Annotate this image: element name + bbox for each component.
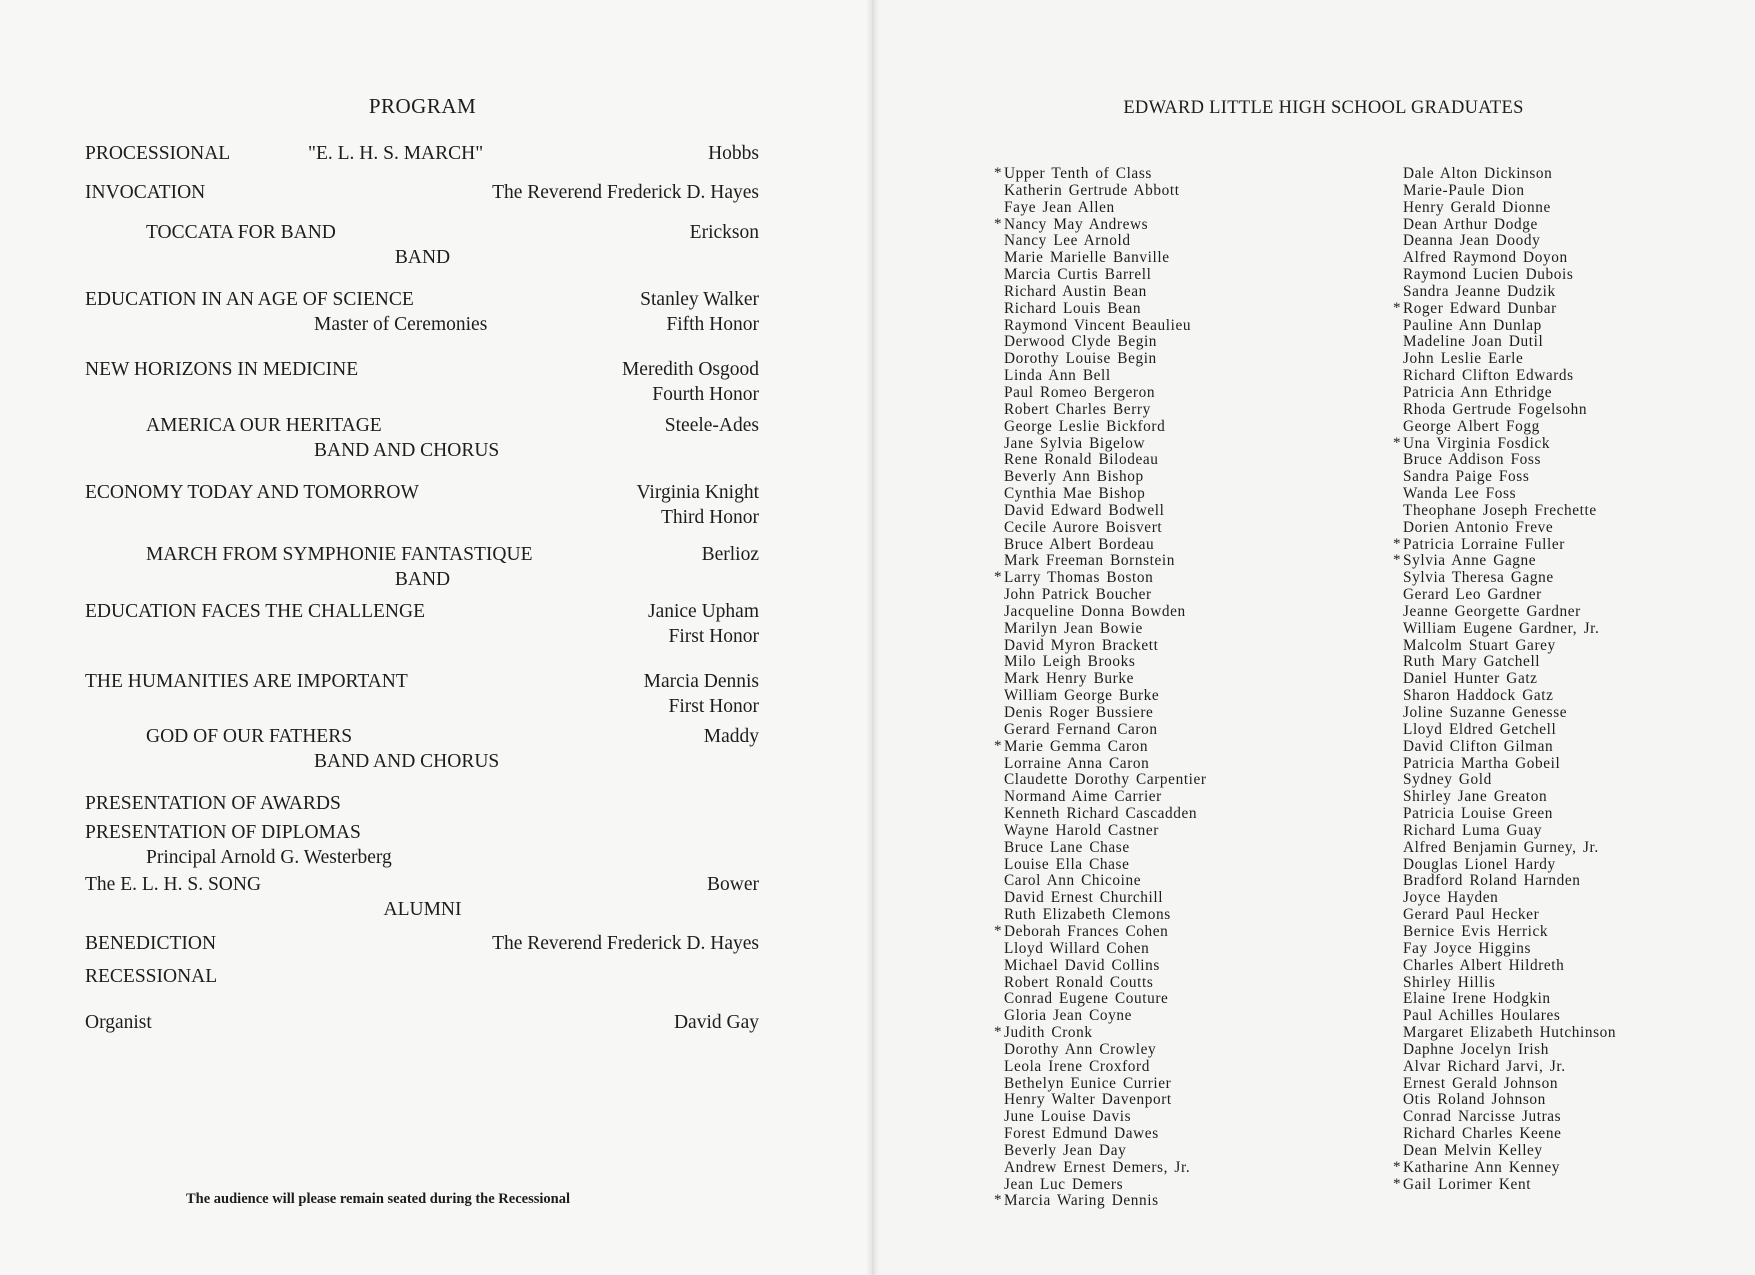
graduate-name: Shirley Jane Greaton (1403, 788, 1548, 806)
graduate-name-honor: * Una Virginia Fosdick (1403, 436, 1616, 453)
graduate-name: Sydney Gold (1403, 771, 1492, 789)
graduate-name: Elaine Irene Hodgkin (1403, 990, 1551, 1008)
graduate-name: Richard Clifton Edwards (1403, 367, 1574, 385)
graduate-name: Dorothy Ann Crowley (1004, 1040, 1157, 1058)
program-item-label: Organist (85, 1012, 152, 1033)
program-item-sub: Principal Arnold G. Westerberg (146, 847, 392, 868)
program-item-title: "E. L. H. S. MARCH" (308, 143, 484, 164)
graduate-name: Alfred Benjamin Gurney, Jr. (1403, 838, 1599, 856)
graduate-name: Joline Suzanne Genesse (1403, 704, 1568, 721)
graduate-name: Raymond Lucien Dubois (1403, 266, 1574, 284)
program-item-sub: BAND (394, 247, 451, 268)
graduate-name: Henry Gerald Dionne (1403, 198, 1551, 216)
program-item-label: AMERICA OUR HERITAGE (146, 415, 382, 436)
graduate-name: Alvar Richard Jarvi, Jr. (1403, 1057, 1566, 1075)
graduate-name: Gerard Paul Hecker (1403, 906, 1540, 924)
program-item-sub: ALUMNI (383, 899, 462, 920)
graduate-name: Jean Luc Demers (1004, 1175, 1124, 1193)
graduate-name: David Clifton Gilman (1403, 737, 1554, 755)
graduate-name: Shirley Hillis (1403, 973, 1496, 991)
graduate-name: Beverly Jean Day (1004, 1141, 1127, 1159)
program-item-honor: First Honor (668, 626, 759, 647)
graduate-name: Ruth Elizabeth Clemons (1004, 906, 1171, 924)
graduate-name: Cynthia Mae Bishop (1004, 485, 1146, 503)
graduate-name: William Eugene Gardner, Jr. (1403, 619, 1600, 637)
graduate-name: Rene Ronald Bilodeau (1004, 451, 1159, 469)
graduate-name: Madeline Joan Dutil (1403, 333, 1544, 351)
graduate-name: Otis Roland Johnson (1403, 1091, 1546, 1109)
program-item-honor: First Honor (668, 696, 759, 717)
program-item-label: GOD OF OUR FATHERS (146, 726, 353, 747)
graduate-name: Bernice Evis Herrick (1403, 922, 1549, 940)
graduate-name: Daniel Hunter Gatz (1403, 670, 1538, 688)
program-item-performer: The Reverend Frederick D. Hayes (492, 182, 759, 203)
graduate-name: Sandra Paige Foss (1403, 468, 1530, 486)
graduate-name: Conrad Narcisse Jutras (1403, 1108, 1562, 1126)
graduate-name: Robert Ronald Coutts (1004, 973, 1154, 991)
program-item-sub: BAND AND CHORUS (314, 440, 500, 461)
graduate-name-honor: * Patricia Lorraine Fuller (1403, 537, 1616, 554)
graduate-name: Douglas Lionel Hardy (1403, 855, 1556, 873)
graduate-name: Daphne Jocelyn Irish (1403, 1040, 1549, 1058)
graduate-name-honor: * Gail Lorimer Kent (1403, 1177, 1616, 1194)
program-item-sub: BAND (394, 569, 451, 590)
graduate-name: Marcia Curtis Barrell (1004, 266, 1152, 284)
graduate-name: Dorothy Louise Begin (1004, 350, 1157, 368)
graduate-name: Bruce Addison Foss (1403, 451, 1542, 469)
program-item-performer: Janice Upham (647, 601, 759, 622)
program-item-performer: Bower (707, 874, 759, 895)
program-title: PROGRAM (368, 94, 477, 118)
program-item-label: RECESSIONAL (85, 966, 218, 987)
graduate-name-honor: * Larry Thomas Boston (1004, 570, 1207, 587)
graduates-column-2 (1403, 166, 1616, 1193)
program-item-honor: Fourth Honor (652, 384, 759, 405)
graduate-name: Richard Charles Keene (1403, 1125, 1562, 1143)
graduate-name-honor: * Upper Tenth of Class (1004, 166, 1207, 183)
program-item-performer: Marcia Dennis (643, 671, 759, 692)
graduate-name: Mark Henry Burke (1004, 670, 1134, 688)
graduate-name: June Louise Davis (1004, 1108, 1132, 1126)
graduate-name: Jacqueline Donna Bowden (1004, 602, 1186, 620)
program-item-honor: Fifth Honor (666, 314, 759, 335)
graduate-name: Normand Aime Carrier (1004, 788, 1162, 806)
graduate-name: Robert Charles Berry (1004, 400, 1151, 418)
program-item-honor: Third Honor (660, 507, 759, 528)
graduate-name: Sandra Jeanne Dudzik (1403, 282, 1556, 300)
graduates-page (872, 0, 1755, 1275)
graduates-column-1 (1004, 166, 1207, 1210)
program-item-performer: Hobbs (708, 143, 759, 164)
graduate-name: Lloyd Eldred Getchell (1403, 720, 1557, 738)
program-item-performer: Meredith Osgood (621, 359, 759, 380)
graduate-name: Denis Roger Bussiere (1004, 704, 1154, 721)
graduate-name: John Patrick Boucher (1004, 586, 1152, 604)
graduate-name: Bruce Lane Chase (1004, 838, 1130, 856)
graduate-name: Claudette Dorothy Carpentier (1004, 771, 1207, 789)
graduate-name: Marilyn Jean Bowie (1004, 619, 1143, 637)
graduate-name: Gerard Fernand Caron (1004, 720, 1158, 738)
graduate-name: William George Burke (1004, 687, 1160, 705)
graduate-name: Lloyd Willard Cohen (1004, 939, 1150, 957)
graduate-name: Dale Alton Dickinson (1403, 165, 1553, 182)
program-item-label: PRESENTATION OF AWARDS (85, 793, 341, 814)
program-item-label: PROCESSIONAL (85, 143, 231, 164)
graduate-name: Margaret Elizabeth Hutchinson (1403, 1024, 1617, 1042)
graduate-name: Gerard Leo Gardner (1403, 586, 1542, 604)
graduate-name: Pauline Ann Dunlap (1403, 316, 1542, 334)
graduate-name: George Albert Fogg (1403, 417, 1540, 435)
graduate-name: Louise Ella Chase (1004, 855, 1130, 873)
graduate-name: Linda Ann Bell (1004, 367, 1111, 385)
graduate-name: Andrew Ernest Demers, Jr. (1004, 1158, 1191, 1176)
program-item-performer: David Gay (673, 1012, 759, 1033)
graduate-name: Beverly Ann Bishop (1004, 468, 1144, 486)
graduate-name: Derwood Clyde Begin (1004, 333, 1158, 351)
graduate-name: Joyce Hayden (1403, 889, 1499, 907)
graduate-name: Marie Marielle Banville (1004, 249, 1170, 267)
graduate-name: Bethelyn Eunice Currier (1004, 1074, 1172, 1092)
graduate-name: Paul Achilles Houlares (1403, 1007, 1561, 1025)
graduate-name-honor: * Katharine Ann Kenney (1403, 1160, 1616, 1177)
graduate-name: Deanna Jean Doody (1403, 232, 1541, 250)
graduate-name: Fay Joyce Higgins (1403, 939, 1532, 957)
graduate-name: Katherin Gertrude Abbott (1004, 181, 1180, 199)
graduate-name: Paul Romeo Bergeron (1004, 383, 1156, 401)
graduate-name: Michael David Collins (1004, 956, 1160, 974)
graduate-name: Dean Arthur Dodge (1403, 215, 1538, 233)
graduate-name: George Leslie Bickford (1004, 417, 1166, 435)
graduate-name: Leola Irene Croxford (1004, 1057, 1150, 1075)
program-item-label: MARCH FROM SYMPHONIE FANTASTIQUE (146, 544, 533, 565)
program-item-performer: Stanley Walker (640, 289, 759, 310)
program-item-label: THE HUMANITIES ARE IMPORTANT (85, 671, 408, 692)
graduate-name: Marie-Paule Dion (1403, 181, 1525, 199)
graduate-name: Cecile Aurore Boisvert (1004, 518, 1163, 536)
graduate-name: Carol Ann Chicoine (1004, 872, 1142, 890)
graduate-name: Theophane Joseph Frechette (1403, 501, 1597, 519)
graduate-name: Sylvia Theresa Gagne (1403, 569, 1554, 587)
graduate-name-honor: * Deborah Frances Cohen (1004, 924, 1207, 941)
program-item-label: INVOCATION (85, 182, 206, 203)
graduate-name: Ruth Mary Gatchell (1403, 653, 1541, 671)
program-page (0, 0, 872, 1275)
graduate-name: Gloria Jean Coyne (1004, 1007, 1133, 1025)
graduate-name: Henry Walter Davenport (1004, 1091, 1172, 1109)
graduate-name: Dorien Antonio Freve (1403, 518, 1554, 536)
graduate-name: Patricia Martha Gobeil (1403, 754, 1561, 772)
graduate-name: David Edward Bodwell (1004, 501, 1165, 519)
graduate-name: Mark Freeman Bornstein (1004, 552, 1175, 570)
program-item-label: ECONOMY TODAY AND TOMORROW (85, 482, 419, 503)
graduate-name: Patricia Louise Green (1403, 805, 1553, 823)
program-item-sub: Master of Ceremonies (314, 314, 488, 335)
graduate-name-honor: * Nancy May Andrews (1004, 217, 1207, 234)
graduate-name: Kenneth Richard Cascadden (1004, 805, 1198, 823)
graduate-name: David Myron Brackett (1004, 636, 1159, 654)
graduate-name: Dean Melvin Kelley (1403, 1141, 1543, 1159)
program-item-label: NEW HORIZONS IN MEDICINE (85, 359, 359, 380)
graduate-name-honor: * Marie Gemma Caron (1004, 739, 1207, 756)
graduate-name: Nancy Lee Arnold (1004, 232, 1131, 250)
graduate-name: Wanda Lee Foss (1403, 485, 1517, 503)
graduate-name: Conrad Eugene Couture (1004, 990, 1169, 1008)
graduate-name: Ernest Gerald Johnson (1403, 1074, 1559, 1092)
program-item-label: PRESENTATION OF DIPLOMAS (85, 822, 361, 843)
graduate-name: John Leslie Earle (1403, 350, 1524, 368)
graduate-name: Rhoda Gertrude Fogelsohn (1403, 400, 1588, 418)
graduate-name: Charles Albert Hildreth (1403, 956, 1565, 974)
graduates-title: EDWARD LITTLE HIGH SCHOOL GRADUATES (1123, 98, 1524, 118)
program-item-label: The E. L. H. S. SONG (85, 874, 262, 895)
program-item-sub: BAND AND CHORUS (314, 751, 500, 772)
graduate-name: Patricia Ann Ethridge (1403, 383, 1553, 401)
program-item-performer: Steele-Ades (664, 415, 759, 436)
graduate-name: Faye Jean Allen (1004, 198, 1115, 216)
graduate-name: Malcolm Stuart Garey (1403, 636, 1556, 654)
program-item-label: EDUCATION FACES THE CHALLENGE (85, 601, 425, 622)
program-item-performer: Maddy (703, 726, 759, 747)
program-item-label: EDUCATION IN AN AGE OF SCIENCE (85, 289, 414, 310)
graduate-name: Forest Edmund Dawes (1004, 1125, 1159, 1143)
graduate-name: Alfred Raymond Doyon (1403, 249, 1568, 267)
program-item-performer: Berlioz (701, 544, 759, 565)
graduate-name: Lorraine Anna Caron (1004, 754, 1150, 772)
graduate-name: Richard Luma Guay (1403, 821, 1543, 839)
graduate-name: Milo Leigh Brooks (1004, 653, 1136, 671)
program-item-performer: The Reverend Frederick D. Hayes (492, 933, 759, 954)
graduate-name: Jeanne Georgette Gardner (1403, 602, 1581, 620)
graduate-name: Richard Austin Bean (1004, 282, 1147, 300)
graduate-name: Bruce Albert Bordeau (1004, 535, 1155, 553)
page-fold (866, 0, 880, 1275)
graduate-name-honor: * Roger Edward Dunbar (1403, 301, 1616, 318)
graduate-name: Bradford Roland Harnden (1403, 872, 1581, 890)
program-item-label: BENEDICTION (85, 933, 217, 954)
program-item-performer: Virginia Knight (636, 482, 759, 503)
program-item-performer: Erickson (689, 222, 759, 243)
graduate-name-honor: * Sylvia Anne Gagne (1403, 553, 1616, 570)
graduate-name: Raymond Vincent Beaulieu (1004, 316, 1192, 334)
graduate-name: David Ernest Churchill (1004, 889, 1164, 907)
program-item-label: TOCCATA FOR BAND (146, 222, 336, 243)
graduate-name-honor: * Marcia Waring Dennis (1004, 1193, 1207, 1210)
graduate-name: Sharon Haddock Gatz (1403, 687, 1554, 705)
graduate-name: Wayne Harold Castner (1004, 821, 1159, 839)
program-footer-note: The audience will please remain seated during the Recessional (186, 1191, 570, 1207)
graduate-name: Jane Sylvia Bigelow (1004, 434, 1146, 452)
graduate-name-honor: * Judith Cronk (1004, 1025, 1207, 1042)
graduate-name: Richard Louis Bean (1004, 299, 1142, 317)
